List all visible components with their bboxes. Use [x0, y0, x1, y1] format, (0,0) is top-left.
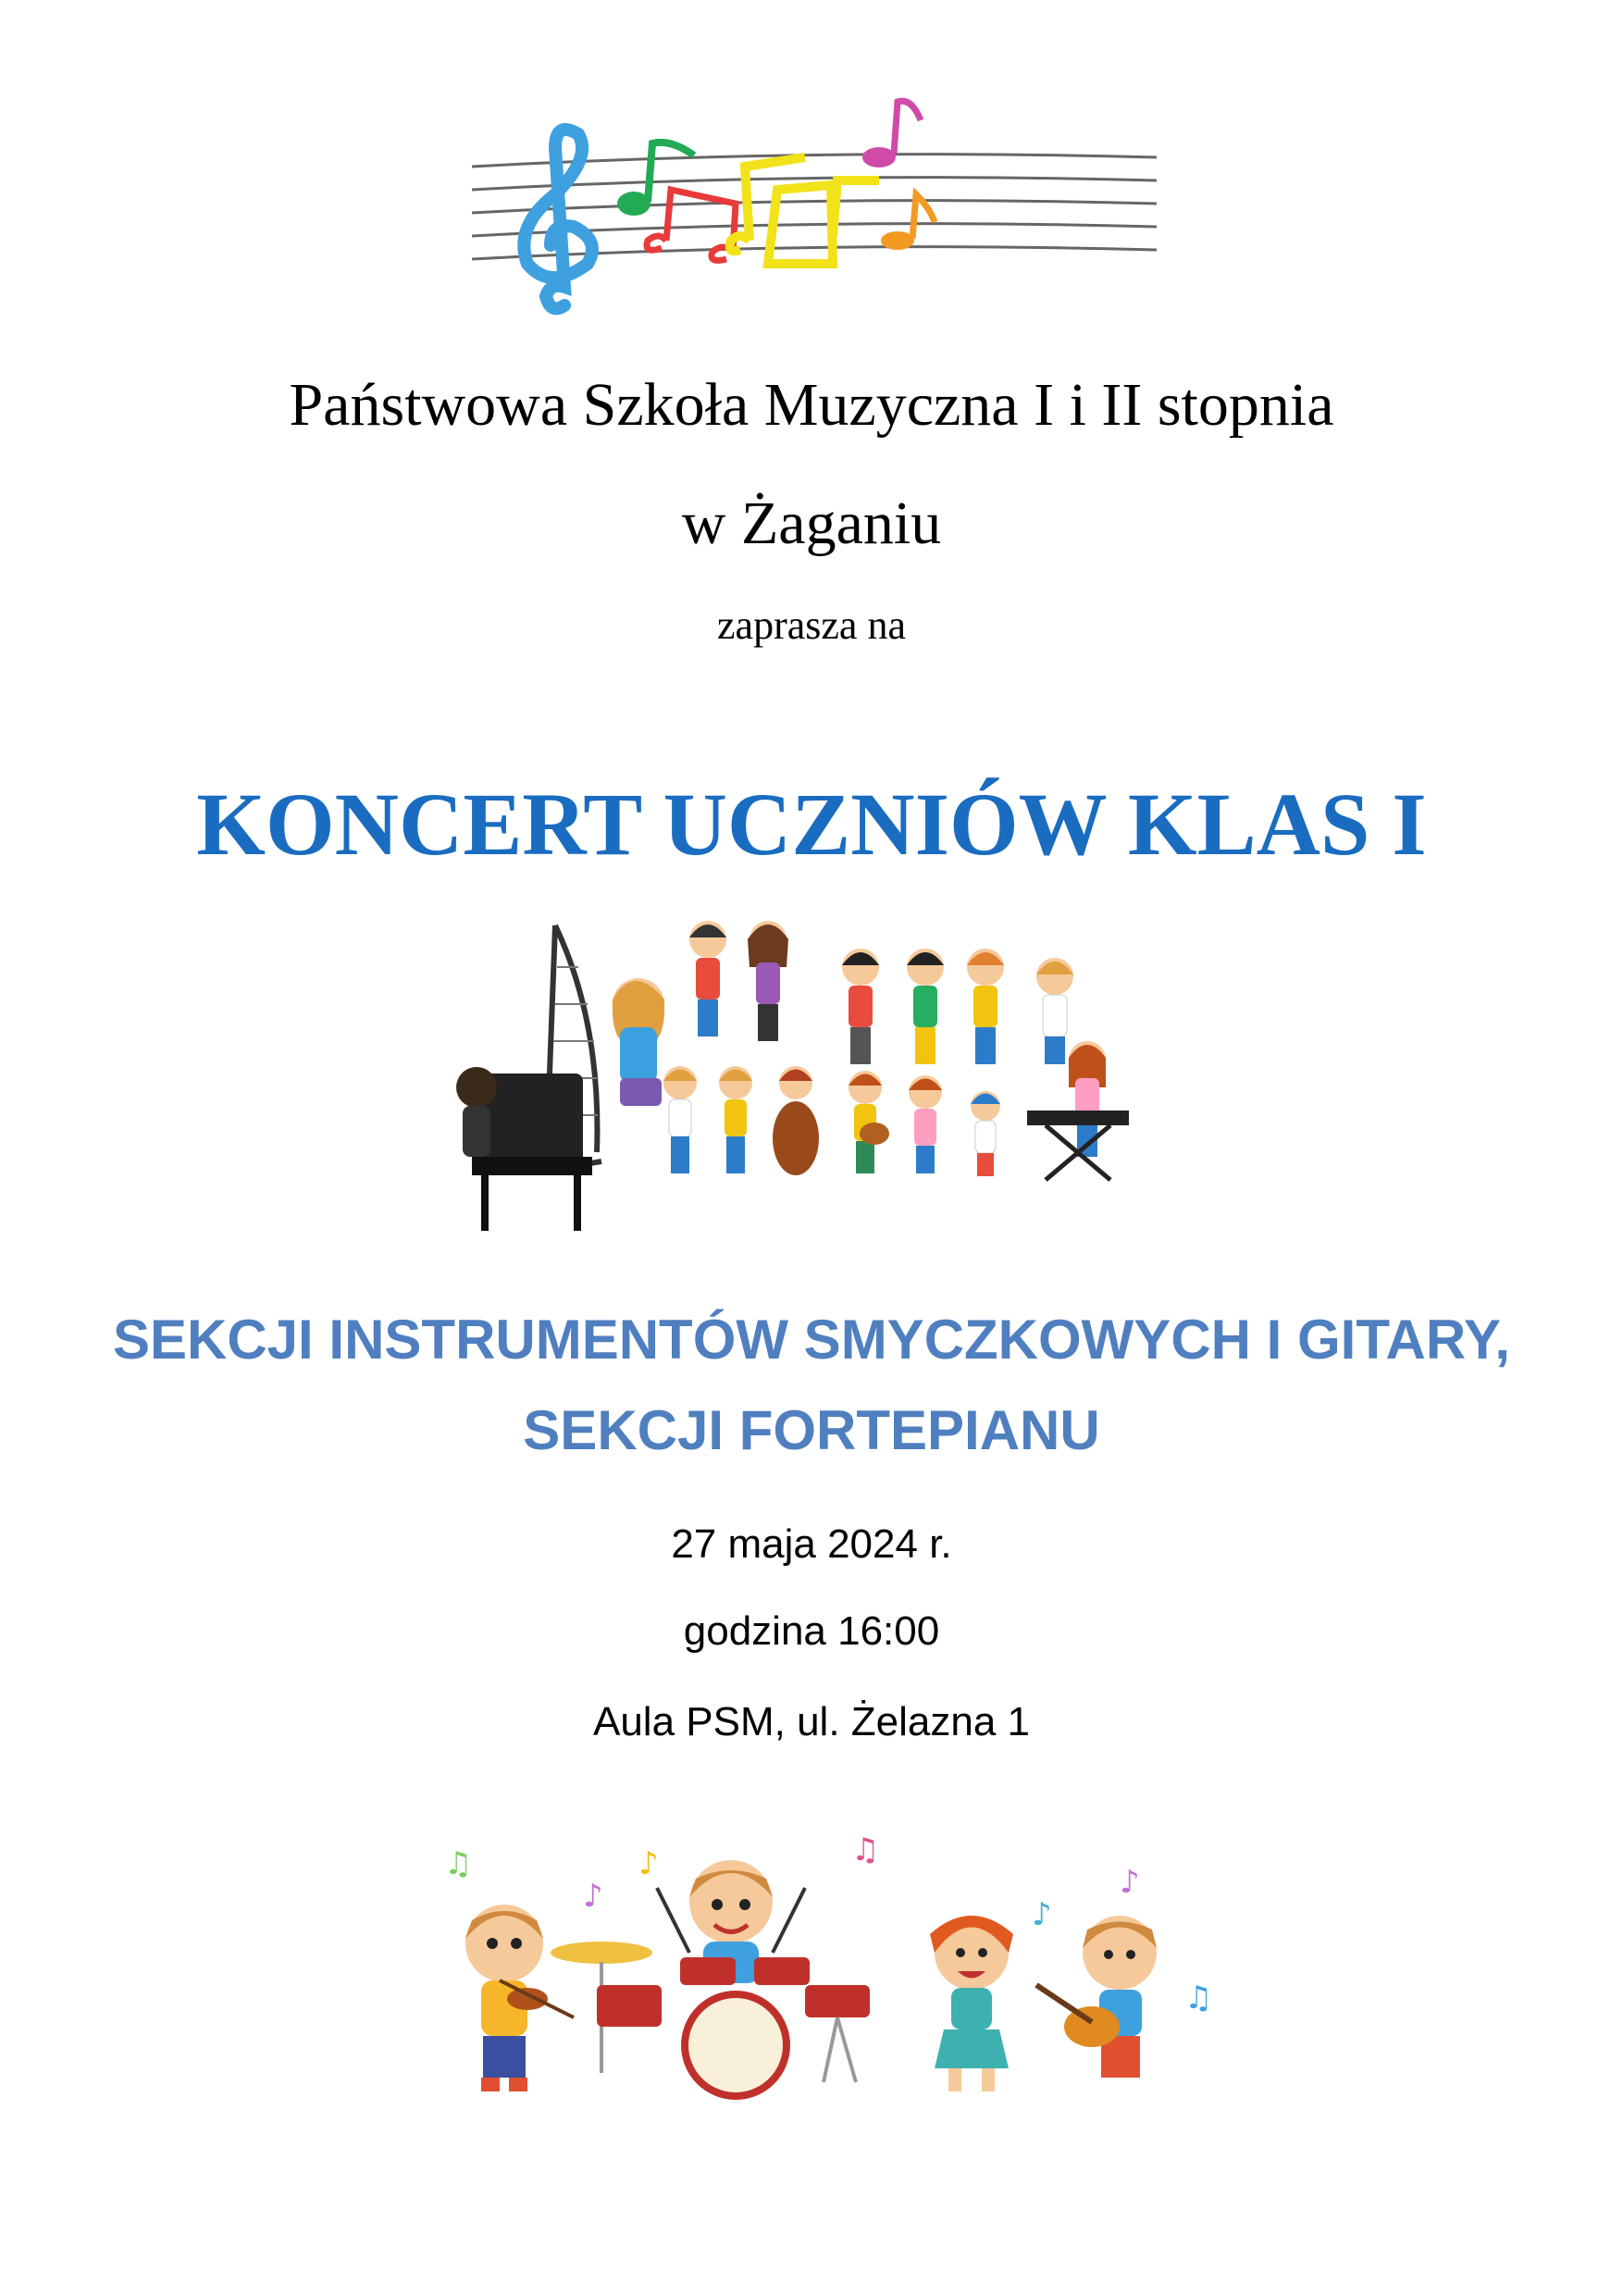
invitation-text: zaprasza na — [717, 602, 906, 648]
sections-line1: SEKCJI INSTRUMENTÓW SMYCZKOWYCH I GITARY, — [112, 1309, 1511, 1371]
children-orchestra-illustration — [453, 912, 1175, 1263]
music-staff-illustration — [463, 93, 1166, 324]
event-time: godzina 16:00 — [683, 1608, 940, 1654]
svg-text:♪: ♪ — [1032, 1896, 1052, 1933]
concert-title: KONCERT UCZNIÓW KLAS I — [196, 775, 1427, 874]
orange-note-icon — [881, 194, 935, 250]
svg-text:♪: ♪ — [583, 1878, 603, 1915]
treble-clef-icon — [524, 130, 592, 308]
child-figures-row1 — [689, 921, 1073, 1064]
pink-note-icon — [862, 101, 921, 168]
svg-text:♪: ♪ — [638, 1845, 659, 1882]
event-date: 27 maja 2024 r. — [671, 1521, 952, 1567]
guitarist-boy — [1036, 1916, 1157, 2078]
svg-text:♫: ♫ — [851, 1832, 880, 1868]
svg-text:♪: ♪ — [1120, 1864, 1140, 1901]
children-band-illustration — [416, 1832, 1231, 2147]
drum-kit-icon — [551, 1942, 870, 2096]
school-name-line2: w Żaganiu — [681, 490, 942, 557]
violinist-boy — [465, 1905, 574, 2091]
singer-girl — [930, 1916, 1013, 2091]
sections-line2: SEKCJI FORTEPIANU — [523, 1399, 1100, 1461]
svg-text:♫: ♫ — [1184, 1980, 1213, 2017]
event-place: Aula PSM, ul. Żelazna 1 — [592, 1699, 1030, 1744]
school-name-line1: Państwowa Szkoła Muzyczna I i II stopnia — [289, 371, 1334, 439]
svg-text:♫: ♫ — [444, 1845, 473, 1882]
